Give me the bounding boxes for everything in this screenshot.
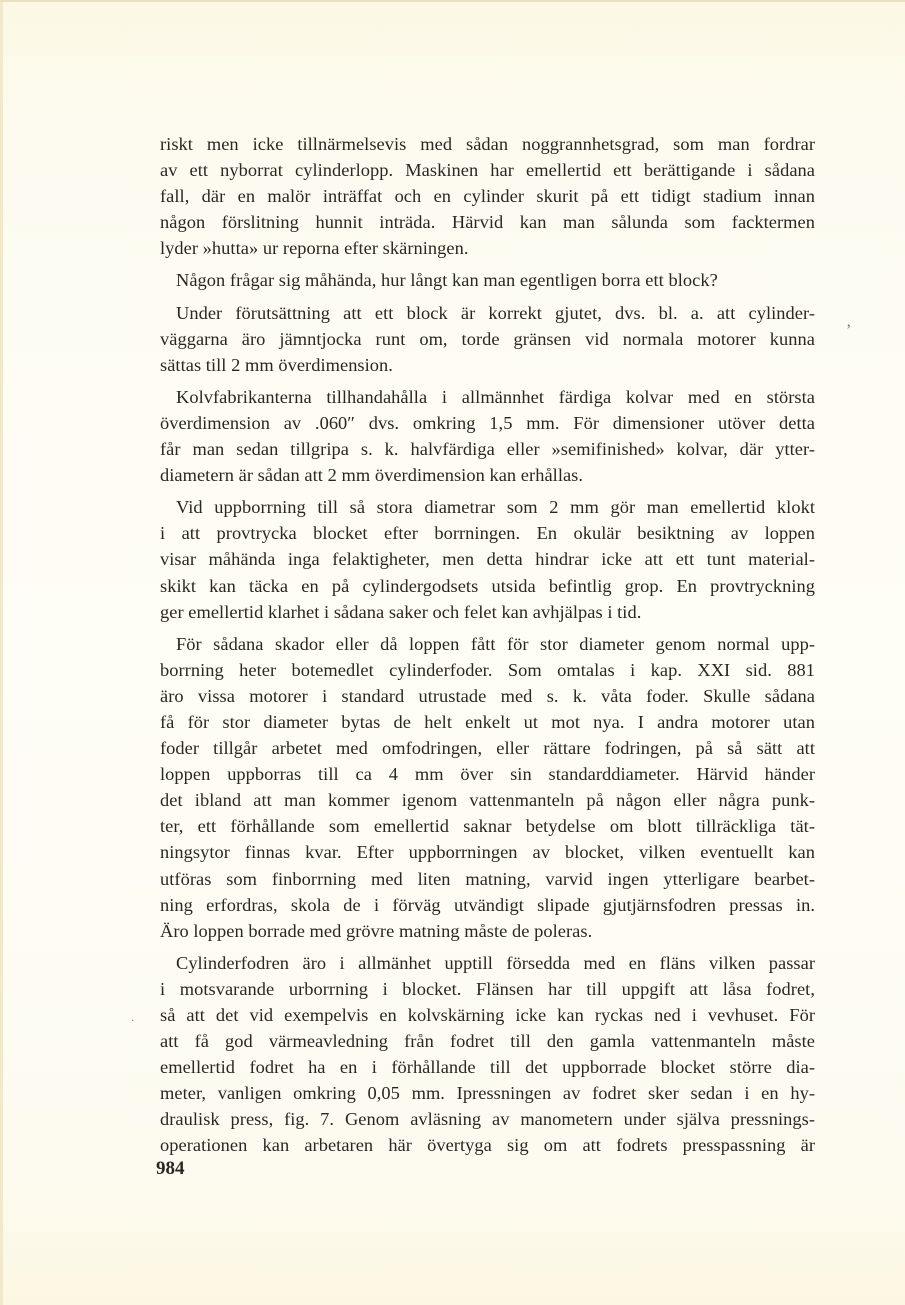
text-line: ter, ett förhållande som emellertid saknar betydelse om blott tillräckliga tät- [160,816,815,837]
paragraph [160,384,815,488]
paragraph [160,267,815,293]
text-line: fall, där en malör inträffat och en cylinder skurit på ett tidigt stadium innan [160,186,815,207]
text-line: draulisk press, fig. 7. Genom avläsning av manometern under själva pressnings- [160,1109,815,1130]
text-line: få för stor diameter bytas de helt enkelt ut mot nya. I andra motorer utan [160,711,815,732]
scan-speck: · [131,1016,135,1027]
text-line: Kolvfabrikanterna tillhandahålla i allmännhet färdiga kolvar med en största [176,386,815,407]
text-line: ning erfordras, skola de i förväg utvändigt slipade gjutjärnsfodren pressas in. [160,894,815,915]
text-line: lyder »hutta» ur reporna efter skärningen. [160,238,469,259]
text-line: får man sedan tillgripa s. k. halvfärdiga eller »semifinished» kolvar, där ytter- [160,439,815,460]
paragraph [160,950,815,1159]
paragraph [160,494,815,624]
text-line: borrning heter botemedlet cylinderfoder. Som omtalas i kap. XXI sid. 881 [160,659,815,680]
text-line: Någon frågar sig måhända, hur långt kan man egentligen borra ett block? [176,270,718,291]
text-line: någon förslitning hunnit inträda. Härvid kan man sålunda som facktermen [160,212,815,233]
text-line: utföras som finborrning med liten matning, varvid ingen ytterligare bearbet- [160,868,815,889]
text-line: loppen uppborras till ca 4 mm över sin standarddiameter. Härvid händer [160,764,815,785]
text-line: Äro loppen borrade med grövre matning måste de poleras. [160,920,593,941]
text-line: överdimension av .060″ dvs. omkring 1,5 mm. För dimensioner utöver detta [160,412,815,433]
text-line: För sådana skador eller då loppen fått för stor diameter genom normal upp- [176,633,815,654]
text-line: äro vissa motorer i standard utrustade med s. k. våta foder. Skulle sådana [160,685,815,706]
text-line: sättas till 2 mm överdimension. [160,354,393,375]
text-line: det ibland att man kommer igenom vattenmanteln på någon eller några punk- [160,790,815,811]
text-line: i att provtrycka blocket efter borrningen. En okulär besiktning av loppen [160,523,815,544]
text-line: Cylinderfodren äro i allmänhet upptill försedda med en fläns vilken passar [176,952,815,973]
text-line: riskt men icke tillnärmelsevis med sådan noggrannhetsgrad, som man fordrar [160,134,815,154]
text-line: foder tillgår arbetet med omfodringen, eller rättare fodringen, på så sätt att [160,738,815,759]
text-line: visar måhända inga felaktigheter, men detta hindrar icke att ett tunt material- [160,549,815,570]
body-text [160,131,815,1159]
text-line: i motsvarande urborrning i blocket. Flänsen har till uppgift att låsa fodret, [160,978,815,999]
text-line: så att det vid exempelvis en kolvskärning icke kan ryckas ned i vevhuset. För [160,1005,815,1025]
text-line: att få god värmeavledning från fodret till den gamla vattenmanteln måste [160,1031,815,1052]
page-number: 984 [156,1158,185,1179]
text-line: ger emellertid klarhet i sådana saker och felet kan avhjälpas i tid. [160,601,642,622]
text-line: emellertid fodret ha en i förhållande till det uppborrade blocket större dia- [160,1057,815,1078]
text-line: ningsytor finnas kvar. Efter uppborrningen av blocket, vilken eventuellt kan [160,842,815,863]
text-line: diametern är sådan att 2 mm överdimension kan erhållas. [160,465,584,486]
text-line: Under förutsättning att ett block är korrekt gjutet, dvs. bl. a. att cylinder- [176,302,815,323]
paragraph [160,131,815,261]
paragraph [160,300,815,378]
text-line: väggarna äro jämntjocka runt om, torde gränsen vid normala motorer kunna [160,328,815,349]
text-line: Vid uppborrning till så stora diametrar som 2 mm gör man emellertid klokt [176,497,815,518]
scan-speck: ʼ [846,322,852,339]
text-line: skikt kan täcka en på cylindergodsets utsida befintlig grop. En provtryckning [160,575,815,596]
paragraph [160,631,815,944]
text-line: meter, vanligen omkring 0,05 mm. Ipressningen av fodret sker sedan i en hy- [160,1083,815,1104]
text-line: operationen kan arbetaren här övertyga sig om att fodrets presspassning är [160,1135,815,1156]
text-line: av ett nyborrat cylinderlopp. Maskinen har emellertid ett berättigande i sådana [160,160,815,181]
